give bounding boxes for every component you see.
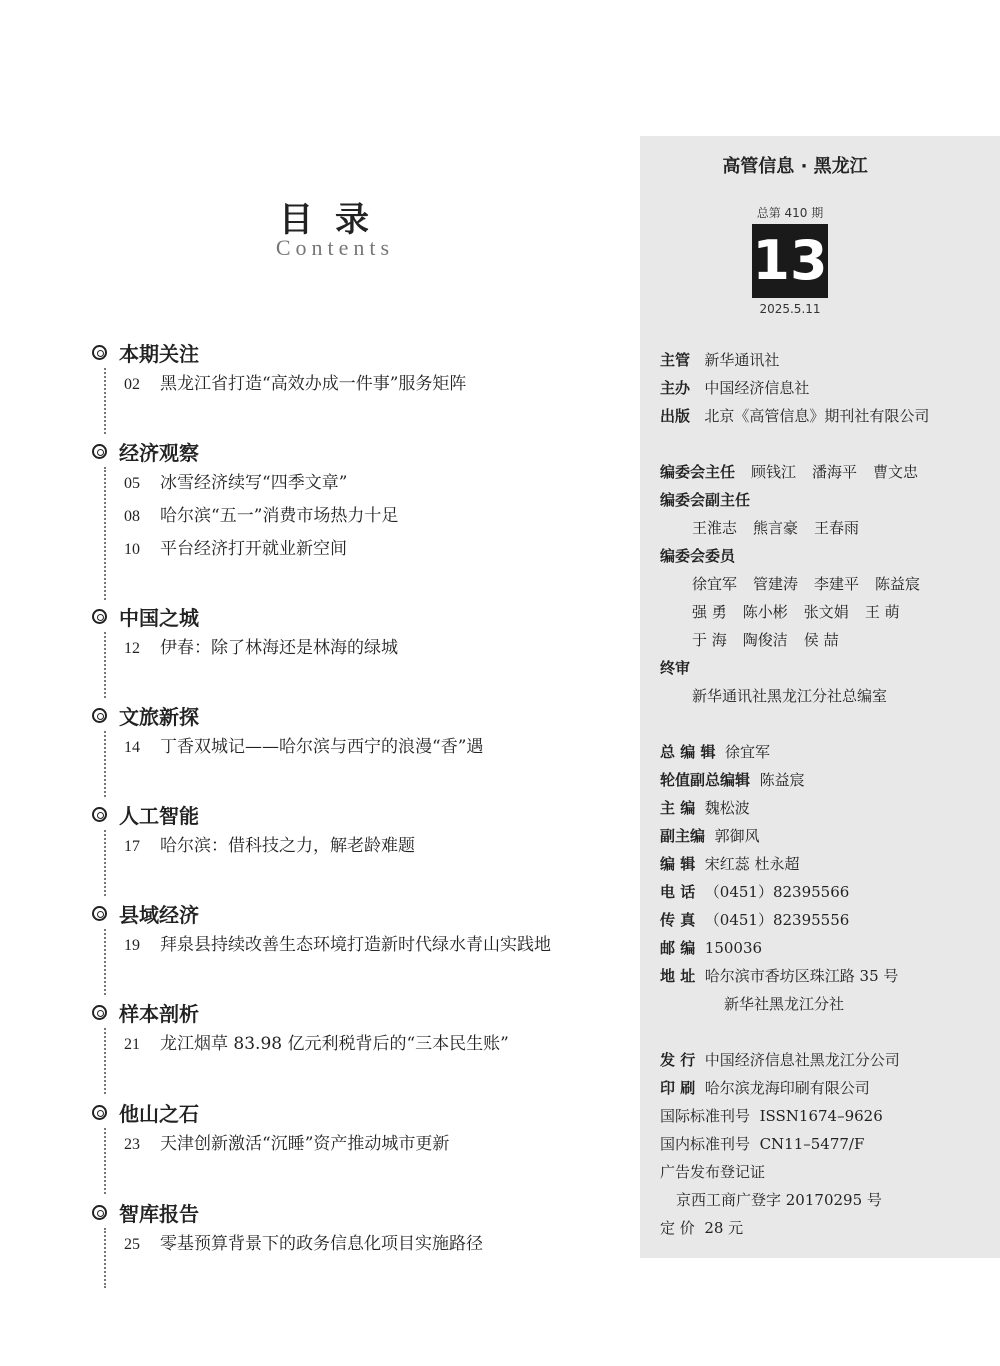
board-member: 李建平	[814, 575, 860, 593]
cn-label: 国内标准刊号	[660, 1135, 751, 1153]
toc-entry[interactable]	[124, 500, 622, 533]
editors-row	[660, 850, 800, 878]
deputy-editor-label: 副主编	[660, 827, 706, 845]
masthead-panel	[640, 136, 1000, 1258]
bullet-circle-icon	[92, 807, 107, 822]
page-number: 14	[124, 739, 140, 756]
board-members-label: 编委会委员	[660, 547, 736, 565]
final-review-label: 终审	[660, 659, 691, 677]
fax-value: （0451）82395556	[704, 911, 850, 929]
board-director: 潘海平	[812, 463, 858, 481]
section-title: 智库报告	[119, 1201, 199, 1226]
supervisor-row	[660, 346, 779, 374]
sponsor-label: 主办	[660, 379, 691, 397]
sponsor-value: 中国经济信息社	[704, 379, 810, 397]
toc-section	[92, 336, 622, 434]
toc-section	[92, 1096, 622, 1194]
board-vice-member: 王淮志	[692, 519, 738, 537]
printing-value: 哈尔滨龙海印刷有限公司	[704, 1079, 870, 1097]
toc-entry[interactable]	[124, 929, 622, 962]
bullet-circle-icon	[92, 906, 107, 921]
phone-row	[660, 878, 849, 906]
page-number: 23	[124, 1136, 140, 1153]
printing-label: 印 刷	[660, 1079, 696, 1097]
toc-entry[interactable]	[124, 533, 622, 566]
section-title: 本期关注	[119, 341, 199, 366]
bullet-circle-icon	[92, 609, 107, 624]
distribution-row	[660, 1046, 900, 1074]
board-member: 徐宜军	[692, 575, 738, 593]
issue-date: 2025.5.11	[759, 302, 821, 316]
board-members-label-row	[660, 542, 735, 570]
page-number: 08	[124, 508, 140, 525]
address-row-2	[724, 990, 844, 1018]
toc-entry[interactable]	[124, 467, 622, 500]
publisher-label: 出版	[660, 407, 691, 425]
postcode-value: 150036	[704, 939, 763, 957]
printing-row	[660, 1074, 870, 1102]
section-title: 文旅新探	[119, 704, 199, 729]
page-number: 17	[124, 838, 140, 855]
toc-section	[92, 699, 622, 797]
board-member: 强 勇	[692, 603, 727, 621]
fax-row	[660, 906, 849, 934]
chief-editor-row	[660, 738, 770, 766]
editor-in-chief-value: 魏松波	[704, 799, 750, 817]
final-review-label-row	[660, 654, 690, 682]
page-number: 25	[124, 1236, 140, 1253]
distribution-value: 中国经济信息社黑龙江分公司	[704, 1051, 900, 1069]
issn-value: ISSN1674–9626	[759, 1107, 883, 1125]
board-member: 陈小彬	[742, 603, 788, 621]
board-director: 曹文忠	[873, 463, 919, 481]
entry-title: 冰雪经济续写“四季文章”	[160, 473, 348, 493]
toc-title-en: Contents	[275, 235, 395, 260]
rotating-deputy-row	[660, 766, 805, 794]
toc-section	[92, 435, 622, 600]
board-vice-label-row	[660, 486, 750, 514]
page-number: 19	[124, 937, 140, 954]
board-members-row	[692, 626, 855, 654]
toc-title-cn: 目录	[279, 200, 391, 240]
toc-section	[92, 996, 622, 1094]
editors-value: 宋红蕊 杜永超	[704, 855, 800, 873]
section-title: 县域经济	[119, 902, 199, 927]
toc-entry[interactable]	[124, 632, 622, 665]
section-title: 经济观察	[119, 440, 199, 465]
bullet-circle-icon	[92, 345, 107, 360]
bullet-circle-icon	[92, 1205, 107, 1220]
entry-title: 平台经济打开就业新空间	[160, 539, 347, 559]
toc-entry[interactable]	[124, 1228, 622, 1261]
sponsor-row	[660, 374, 809, 402]
editor-in-chief-label: 主 编	[660, 799, 696, 817]
board-vice-member: 王春雨	[814, 519, 860, 537]
section-title: 中国之城	[119, 605, 199, 630]
ad-license-label-row	[660, 1158, 765, 1186]
phone-label: 电 话	[660, 883, 696, 901]
board-member: 张文娟	[803, 603, 849, 621]
cn-value: CN11–5477/F	[759, 1135, 865, 1153]
page-number: 05	[124, 475, 140, 492]
price-row	[660, 1214, 743, 1242]
toc-entry[interactable]	[124, 1128, 622, 1161]
toc-title	[260, 200, 410, 260]
final-review-row	[692, 682, 887, 710]
board-vice-member: 熊言豪	[753, 519, 799, 537]
issue-number: 13	[752, 224, 828, 298]
cn-row	[660, 1130, 864, 1158]
section-title: 人工智能	[119, 803, 199, 828]
entry-title: 拜泉县持续改善生态环境打造新时代绿水青山实践地	[160, 935, 551, 955]
board-member: 陶俊洁	[742, 631, 788, 649]
issn-row	[660, 1102, 883, 1130]
board-member: 于 海	[692, 631, 727, 649]
postcode-label: 邮 编	[660, 939, 696, 957]
magazine-title: 高管信息 · 黑龙江	[722, 156, 868, 177]
supervisor-value: 新华通讯社	[704, 351, 780, 369]
price-label: 定 价	[660, 1219, 695, 1237]
editors-label: 编 辑	[660, 855, 696, 873]
toc-section	[92, 798, 622, 896]
issn-label: 国际标准刊号	[660, 1107, 751, 1125]
board-vice-label: 编委会副主任	[660, 491, 751, 509]
board-member: 侯 喆	[803, 631, 839, 649]
toc-entry[interactable]	[124, 1028, 622, 1061]
page-number: 10	[124, 541, 140, 558]
deputy-editor-value: 郭御风	[714, 827, 760, 845]
bullet-circle-icon	[92, 444, 107, 459]
page-number: 02	[124, 376, 140, 393]
fax-label: 传 真	[660, 911, 696, 929]
toc-section	[92, 1196, 622, 1288]
toc-section	[92, 600, 622, 698]
total-issue: 总第 410 期	[756, 206, 824, 220]
distribution-label: 发 行	[660, 1051, 696, 1069]
ad-license-label: 广告发布登记证	[660, 1163, 766, 1181]
postcode-row	[660, 934, 762, 962]
board-member: 管建涛	[753, 575, 799, 593]
publisher-value: 北京《高管信息》期刊社有限公司	[704, 407, 930, 425]
editor-in-chief-row	[660, 794, 750, 822]
board-director: 顾钱江	[751, 463, 797, 481]
phone-value: （0451）82395566	[704, 883, 850, 901]
address-row	[660, 962, 898, 990]
entry-title: 哈尔滨“五一”消费市场热力十足	[160, 506, 399, 526]
board-member: 陈益宸	[875, 575, 921, 593]
chief-editor-value: 徐宜军	[725, 743, 771, 761]
address-line1: 哈尔滨市香坊区珠江路 35 号	[704, 967, 899, 985]
entry-title: 黑龙江省打造“高效办成一件事”服务矩阵	[160, 374, 467, 394]
publisher-row	[660, 402, 929, 430]
supervisor-label: 主管	[660, 351, 691, 369]
board-director-row	[660, 458, 934, 486]
address-line2: 新华社黑龙江分社	[724, 995, 845, 1013]
page-number: 12	[124, 640, 140, 657]
entry-title: 龙江烟草 83.98 亿元利税背后的“三本民生账”	[160, 1034, 509, 1054]
entry-title: 伊春：除了林海还是林海的绿城	[160, 638, 398, 658]
final-review-value: 新华通讯社黑龙江分社总编室	[692, 687, 888, 705]
bullet-circle-icon	[92, 1105, 107, 1120]
price-value: 28 元	[704, 1219, 744, 1237]
board-director-label: 编委会主任	[660, 463, 736, 481]
board-vice-row	[692, 514, 875, 542]
toc-entry[interactable]	[124, 830, 622, 863]
bullet-circle-icon	[92, 708, 107, 723]
board-members-row	[692, 598, 916, 626]
entry-title: 零基预算背景下的政务信息化项目实施路径	[160, 1234, 483, 1254]
section-title: 样本剖析	[119, 1001, 199, 1026]
section-title: 他山之石	[119, 1101, 199, 1126]
rotating-deputy-value: 陈益宸	[759, 771, 805, 789]
address-label: 地 址	[660, 967, 696, 985]
bullet-circle-icon	[92, 1005, 107, 1020]
page-number: 21	[124, 1036, 140, 1053]
chief-editor-label: 总 编 辑	[660, 743, 716, 761]
board-member: 王 萌	[864, 603, 900, 621]
entry-title: 哈尔滨：借科技之力，解老龄难题	[160, 836, 415, 856]
entry-title: 丁香双城记——哈尔滨与西宁的浪漫“香”遇	[160, 737, 484, 757]
entry-title: 天津创新激活“沉睡”资产推动城市更新	[160, 1134, 450, 1154]
board-members-row	[692, 570, 936, 598]
toc-entry[interactable]	[124, 731, 622, 764]
toc-section	[92, 897, 622, 995]
ad-license-row	[676, 1186, 882, 1214]
toc-entry[interactable]	[124, 368, 622, 401]
deputy-editor-row	[660, 822, 760, 850]
ad-license-value: 京西工商广登字 20170295 号	[676, 1191, 882, 1209]
rotating-deputy-label: 轮值副总编辑	[660, 771, 751, 789]
